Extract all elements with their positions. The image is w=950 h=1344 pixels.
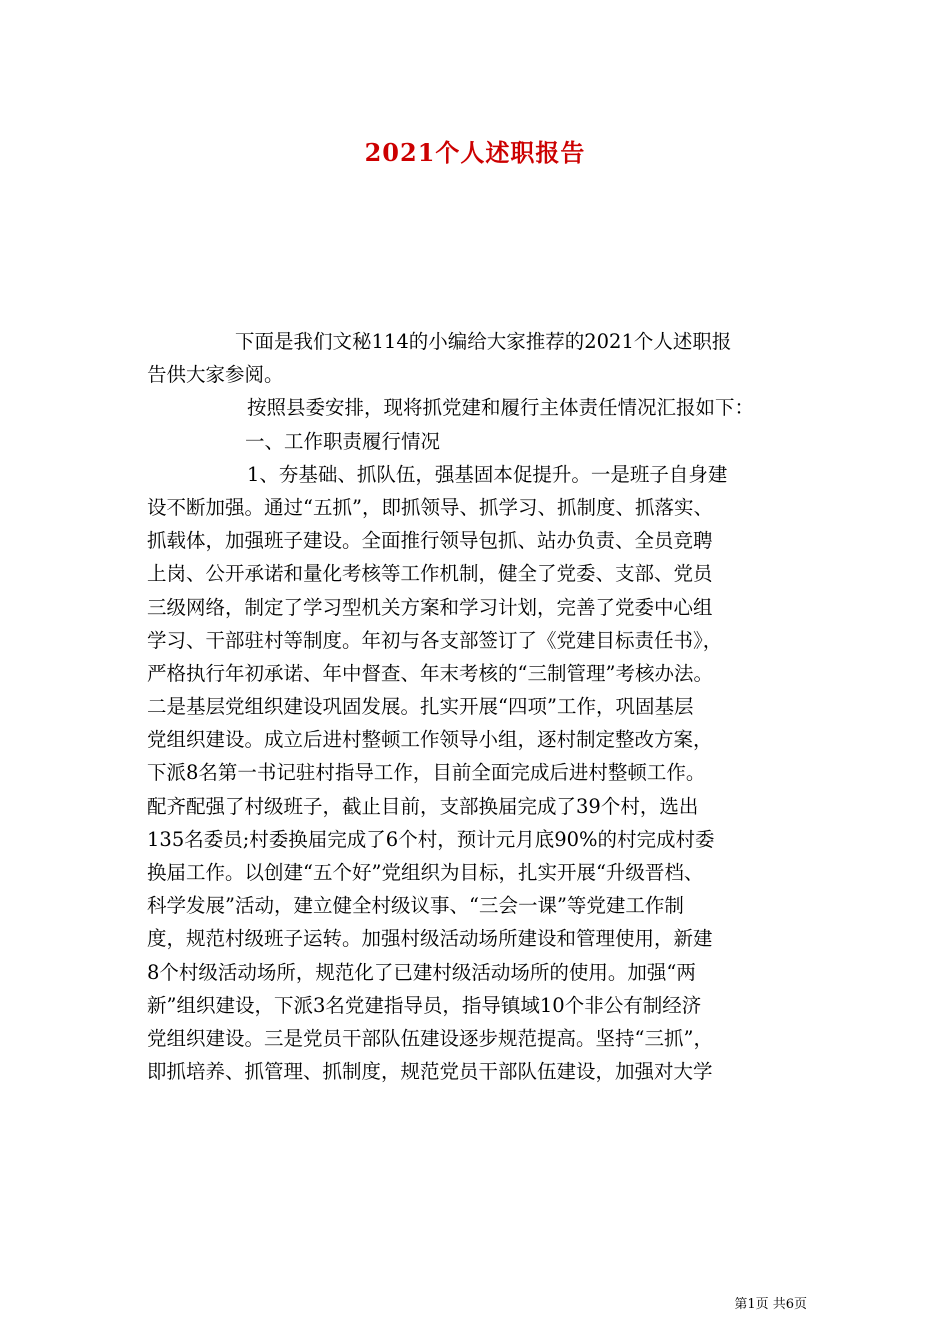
body-line: 135名委员;村委换届完成了6个村，预计元月底90%的村完成村委 [147,827,715,851]
body-line: 告供大家参阅。 [147,363,284,387]
document-body [147,325,807,1088]
page-footer: 第1页 共6页 [734,1297,807,1312]
body-line: 科学发展”活动，建立健全村级议事、“三会一课”等党建工作制 [147,894,684,918]
document-title: 2021个人述职报告 [364,138,586,167]
body-line: 度，规范村级班子运转。加强村级活动场所建设和管理使用，新建 [147,927,713,951]
body-line: 严格执行年初承诺、年中督查、年末考核的“三制管理”考核办法。 [147,661,713,685]
body-line: 三级网络，制定了学习型机关方案和学习计划，完善了党委中心组 [147,595,713,619]
body-line: 设不断加强。通过“五抓”，即抓领导、抓学习、抓制度、抓落实、 [147,495,713,519]
body-line: 下面是我们文秘114的小编给大家推荐的2021个人述职报 [235,330,732,353]
body-line: 按照县委安排，现将抓党建和履行主体责任情况汇报如下： [247,396,755,420]
body-line: 上岗、公开承诺和量化考核等工作机制，健全了党委、支部、党员 [147,562,713,586]
section-heading: 一、工作职责履行情况 [245,429,441,453]
body-line: 二是基层党组织建设巩固发展。扎实开展“四项”工作，巩固基层 [147,695,694,719]
body-line: 学习、干部驻村等制度。年初与各支部签订了《党建目标责任书》， [147,628,723,652]
body-line: 党组织建设。成立后进村整顿工作领导小组，逐村制定整改方案， [147,728,713,752]
body-line: 抓载体，加强班子建设。全面推行领导包抓、站办负责、全员竞聘 [147,529,713,553]
body-line: 配齐配强了村级班子，截止目前，支部换届完成了39个村，选出 [147,794,699,818]
body-line: 8个村级活动场所，规范化了已建村级活动场所的使用。加强“两 [147,960,696,984]
body-line: 换届工作。以创建“五个好”党组织为目标，扎实开展“升级晋档、 [147,861,704,884]
body-line: 新”组织建设，下派3名党建指导员，指导镇域10个非公有制经济 [147,993,702,1017]
body-line: 即抓培养、抓管理、抓制度，规范党员干部队伍建设，加强对大学 [147,1060,713,1084]
body-line: 党组织建设。三是党员干部队伍建设逐步规范提高。坚持“三抓”， [147,1026,713,1050]
body-line: 下派8名第一书记驻村指导工作，目前全面完成后进村整顿工作。 [147,761,706,785]
body-line: 1、夯基础、抓队伍，强基固本促提升。一是班子自身建 [247,462,728,486]
